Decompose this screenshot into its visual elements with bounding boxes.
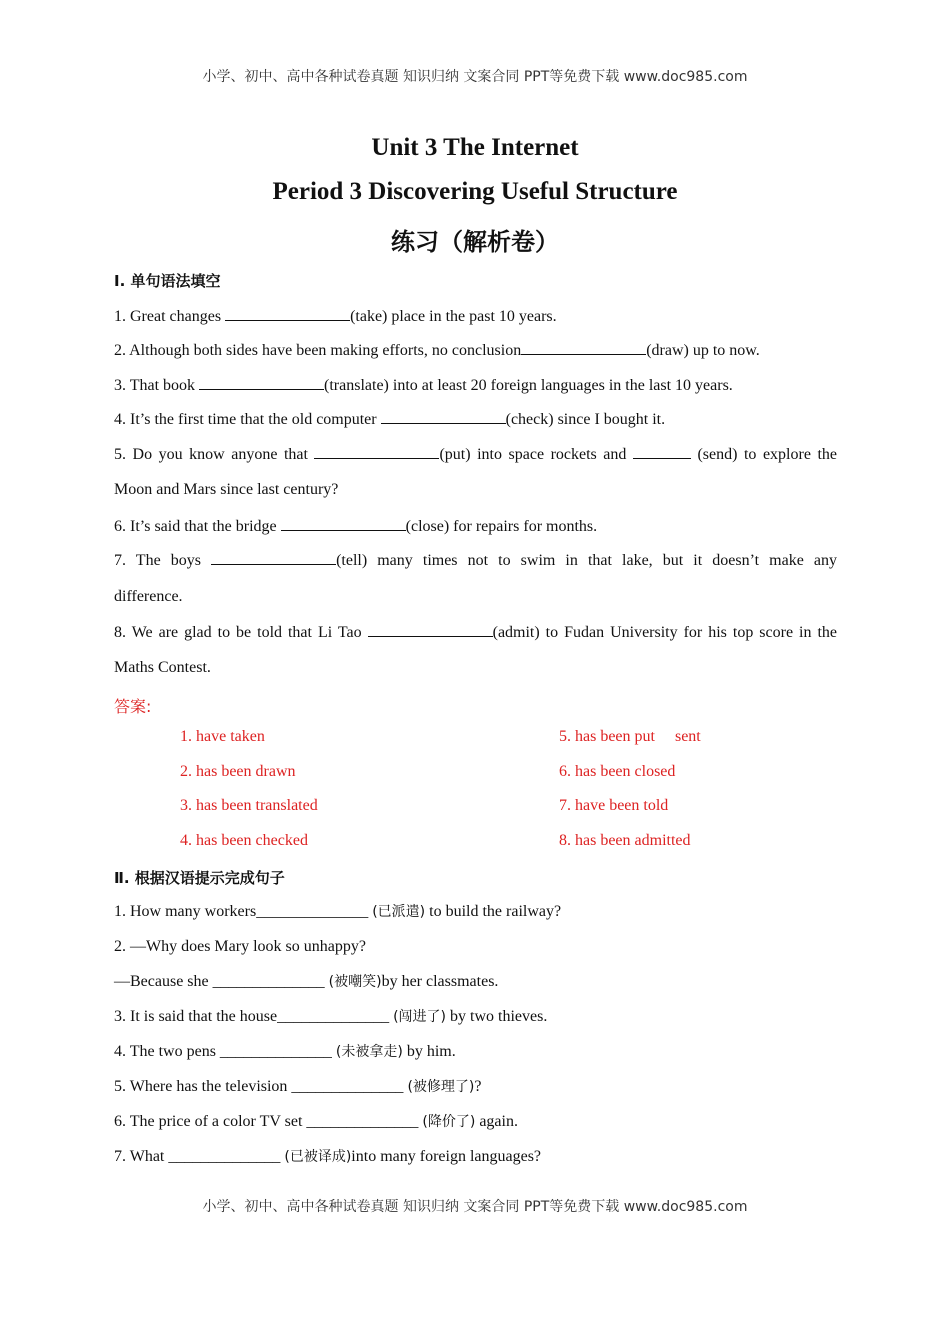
answer-item: 7. have been told bbox=[559, 797, 669, 814]
answer-blank[interactable] bbox=[633, 443, 691, 459]
question-5-cont: Moon and Mars since last century? bbox=[114, 481, 339, 498]
translation-question-2: 2. —Why does Mary look so unhappy? bbox=[114, 938, 366, 955]
page-header: 小学、初中、高中各种试卷真题 知识归纳 文案合同 PPT等免费下载 www.doc985.com bbox=[202, 69, 748, 85]
translation-question-2-reply: —Because she ______________ (被嘲笑)by her classmates. bbox=[114, 973, 499, 990]
section1-heading: Ⅰ. 单句语法填空 bbox=[114, 272, 221, 290]
answer-label: 答案: bbox=[114, 697, 152, 716]
answer-item: 1. have taken bbox=[180, 728, 265, 745]
answer-blank[interactable] bbox=[281, 515, 406, 531]
translation-question-7: 7. What ______________ (已被译成)into many foreign languages? bbox=[114, 1148, 542, 1165]
question-1: 1. Great changes (take) place in the past 10 years. bbox=[114, 305, 837, 327]
answer-item: 8. has been admitted bbox=[559, 832, 691, 849]
question-8-cont: Maths Contest. bbox=[114, 659, 211, 676]
translation-question-6: 6. The price of a color TV set ______________ (降价了) again. bbox=[114, 1113, 518, 1130]
question-2: 2. Although both sides have been making efforts, no conclusion (draw) up to now. bbox=[114, 339, 837, 361]
answer-blank[interactable] bbox=[211, 549, 336, 565]
answer-item: 5. has been put sent bbox=[559, 728, 701, 745]
question-5: 5. Do you know anyone that (put) into space rockets and (send) to explore the bbox=[114, 443, 837, 465]
translation-question-4: 4. The two pens ______________ (未被拿走) by him. bbox=[114, 1043, 456, 1060]
section2-heading: Ⅱ. 根据汉语提示完成句子 bbox=[114, 869, 285, 887]
answer-item: 6. has been closed bbox=[559, 763, 676, 780]
question-7-cont: difference. bbox=[114, 588, 183, 605]
question-6: 6. It’s said that the bridge (close) for repairs for months. bbox=[114, 515, 837, 537]
unit-title: Unit 3 The Internet bbox=[371, 134, 579, 161]
page-footer: 小学、初中、高中各种试卷真题 知识归纳 文案合同 PPT等免费下载 www.doc985.com bbox=[202, 1199, 748, 1215]
question-4: 4. It’s the first time that the old computer (check) since I bought it. bbox=[114, 408, 837, 430]
period-title: Period 3 Discovering Useful Structure bbox=[272, 178, 678, 205]
translation-question-3: 3. It is said that the house______________ (闯进了) by two thieves. bbox=[114, 1008, 548, 1025]
answer-blank[interactable] bbox=[368, 621, 493, 637]
question-8: 8. We are glad to be told that Li Tao (admit) to Fudan University for his top score in the bbox=[114, 621, 837, 643]
question-3: 3. That book (translate) into at least 20 foreign languages in the last 10 years. bbox=[114, 374, 837, 396]
answer-blank[interactable] bbox=[314, 443, 439, 459]
answer-item: 2. has been drawn bbox=[180, 763, 296, 780]
question-7: 7. The boys (tell) many times not to swim in that lake, but it doesn’t make any bbox=[114, 549, 837, 571]
exercise-title: 练习（解析卷） bbox=[391, 228, 559, 256]
answer-blank[interactable] bbox=[225, 305, 350, 321]
answer-blank[interactable] bbox=[381, 408, 506, 424]
translation-question-1: 1. How many workers______________ (已派遣) to build the railway? bbox=[114, 903, 562, 920]
answer-item: 4. has been checked bbox=[180, 832, 308, 849]
answer-blank[interactable] bbox=[521, 339, 646, 355]
answer-item: 3. has been translated bbox=[180, 797, 318, 814]
answer-blank[interactable] bbox=[199, 374, 324, 390]
translation-question-5: 5. Where has the television ______________ (被修理了)? bbox=[114, 1078, 482, 1095]
